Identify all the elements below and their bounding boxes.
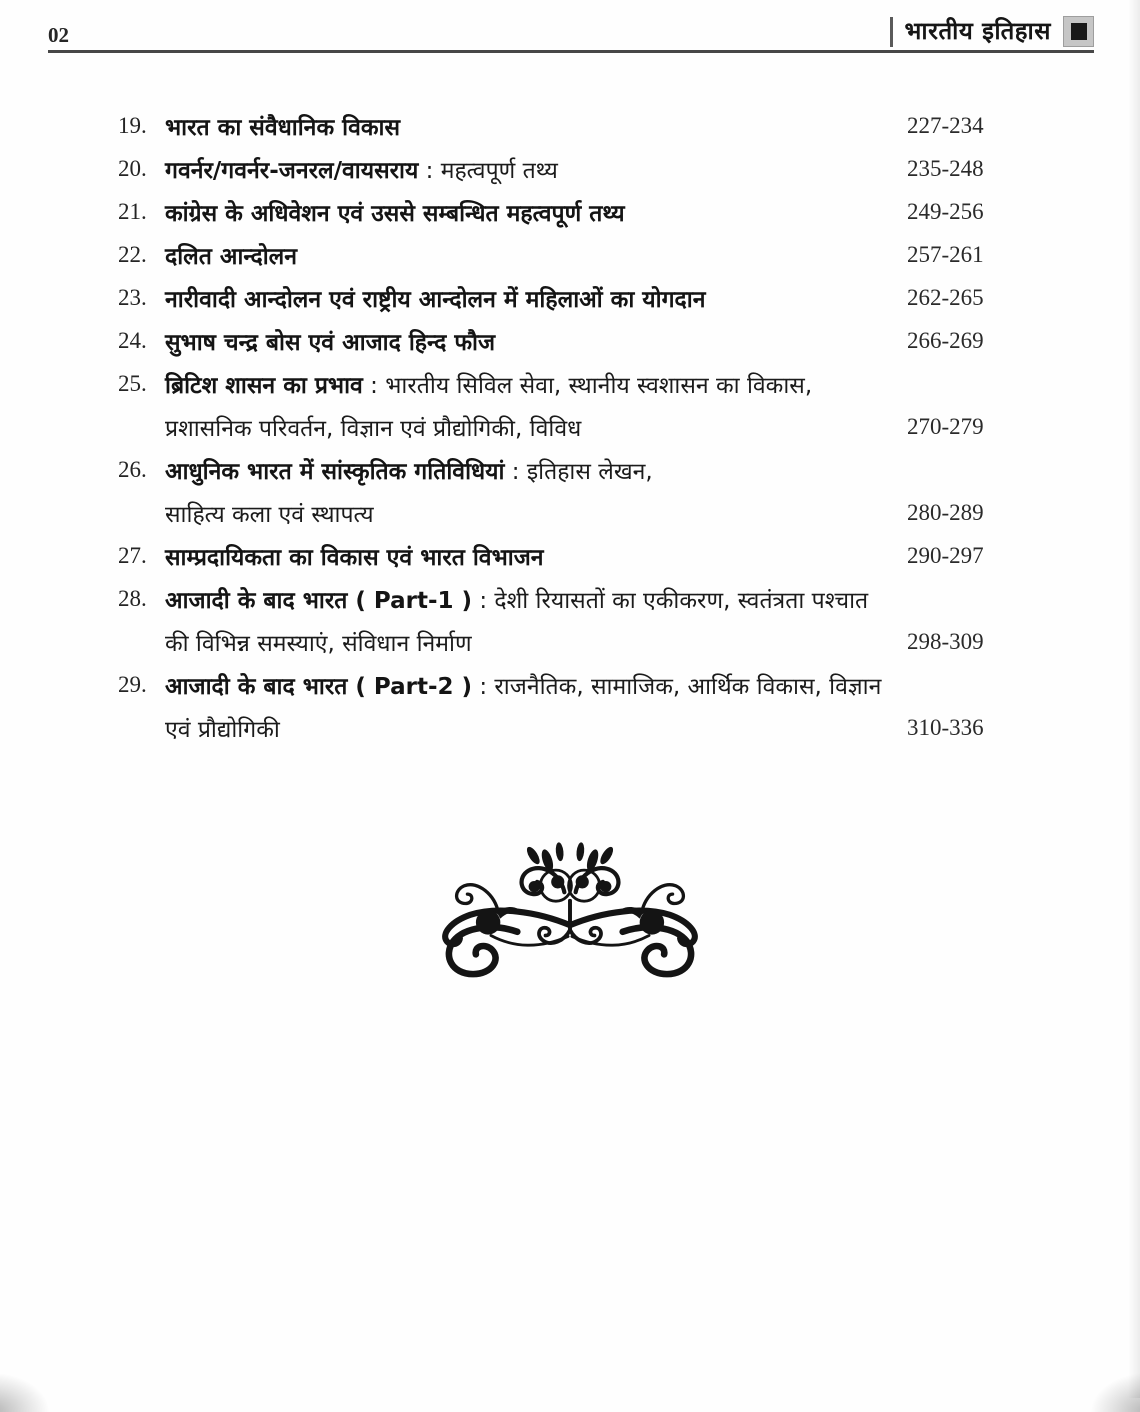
toc-entry-line1 xyxy=(118,534,995,577)
entry-title-continued: प्रशासनिक परिवर्तन, विज्ञान एवं प्रौद्योगिकी, विविध xyxy=(165,415,582,442)
toc-entry xyxy=(118,147,995,190)
entry-pages: 270-279 xyxy=(907,413,984,439)
toc-entry xyxy=(118,534,995,577)
scan-edge-shadow xyxy=(1128,0,1140,1398)
entry-pages: 249-256 xyxy=(907,198,984,224)
entry-title: आधुनिक भारत में सांस्कृतिक गतिविधियां : इतिहास लेखन, xyxy=(165,458,653,485)
header-title-group xyxy=(890,16,1094,50)
toc-entry xyxy=(118,319,995,362)
entry-number: 27. xyxy=(118,542,147,568)
toc-entry-line2 xyxy=(118,620,995,663)
entry-number: 22. xyxy=(118,241,147,267)
toc-entry-line1 xyxy=(118,577,995,620)
book-title: भारतीय इतिहास xyxy=(904,16,1051,45)
entry-pages: 257-261 xyxy=(907,241,984,267)
entry-number: 24. xyxy=(118,327,147,353)
toc-entry-line1 xyxy=(118,663,995,706)
entry-number: 29. xyxy=(118,671,147,697)
entry-number: 25. xyxy=(118,370,147,396)
entry-title: दलित आन्दोलन xyxy=(165,243,298,270)
toc-entry xyxy=(118,577,995,663)
toc-entry xyxy=(118,362,995,448)
toc-entry-line1 xyxy=(118,448,995,491)
entry-pages: 235-248 xyxy=(907,155,984,181)
scan-corner-shadow-right xyxy=(1090,1372,1140,1412)
page-header xyxy=(48,0,1094,53)
entry-title: आजादी के बाद भारत ( Part-2 ) : राजनैतिक, सामाजिक, आर्थिक विकास, विज्ञान xyxy=(165,673,882,700)
toc-entry-line1 xyxy=(118,276,995,319)
entry-number: 28. xyxy=(118,585,147,611)
toc-entry xyxy=(118,190,995,233)
toc-entry-line2 xyxy=(118,405,995,448)
entry-title: भारत का संवैधानिक विकास xyxy=(165,114,401,141)
entry-title-continued: की विभिन्न समस्याएं, संविधान निर्माण xyxy=(165,630,472,657)
toc-entry xyxy=(118,276,995,319)
toc-entry xyxy=(118,448,995,534)
black-square-icon xyxy=(1063,16,1094,47)
entry-pages: 290-297 xyxy=(907,542,984,568)
entry-title: नारीवादी आन्दोलन एवं राष्ट्रीय आन्दोलन में महिलाओं का योगदान xyxy=(165,286,706,313)
header-divider-bar xyxy=(890,17,893,47)
entry-pages: 227-234 xyxy=(907,112,984,138)
entry-title: गवर्नर/गवर्नर-जनरल/वायसराय : महत्वपूर्ण तथ्य xyxy=(165,157,558,184)
toc-entry-line1 xyxy=(118,319,995,362)
scan-corner-shadow-left xyxy=(0,1372,50,1412)
toc-entry-line1 xyxy=(118,104,995,147)
entry-title: आजादी के बाद भारत ( Part-1 ) : देशी रियासतों का एकीकरण, स्वतंत्रता पश्चात xyxy=(165,587,869,614)
entry-number: 23. xyxy=(118,284,147,310)
toc-entry-line1 xyxy=(118,233,995,276)
page-number: 02 xyxy=(48,23,69,47)
toc-entry xyxy=(118,104,995,147)
ornament-container xyxy=(0,832,1140,992)
entry-number: 20. xyxy=(118,155,147,181)
entry-pages: 310-336 xyxy=(907,714,984,740)
entry-title: ब्रिटिश शासन का प्रभाव : भारतीय सिविल सेवा, स्थानीय स्वशासन का विकास, xyxy=(165,372,813,399)
entry-pages: 298-309 xyxy=(907,628,984,654)
entry-title-continued: एवं प्रौद्योगिकी xyxy=(165,716,280,743)
toc-list xyxy=(118,104,995,749)
entry-pages: 262-265 xyxy=(907,284,984,310)
toc-entry xyxy=(118,663,995,749)
entry-number: 21. xyxy=(118,198,147,224)
toc-entry-line1 xyxy=(118,190,995,233)
toc-entry-line1 xyxy=(118,147,995,190)
entry-title: कांग्रेस के अधिवेशन एवं उससे सम्बन्धित महत्वपूर्ण तथ्य xyxy=(165,200,625,227)
entry-title-continued: साहित्य कला एवं स्थापत्य xyxy=(165,501,374,528)
toc-entry-line2 xyxy=(118,706,995,749)
flourish-divider-icon xyxy=(419,832,721,992)
toc-entry xyxy=(118,233,995,276)
toc-entry-line2 xyxy=(118,491,995,534)
toc-entry-line1 xyxy=(118,362,995,405)
entry-title: सुभाष चन्द्र बोस एवं आजाद हिन्द फौज xyxy=(165,329,496,356)
entry-pages: 280-289 xyxy=(907,499,984,525)
entry-number: 26. xyxy=(118,456,147,482)
entry-number: 19. xyxy=(118,112,147,138)
entry-title: साम्प्रदायिकता का विकास एवं भारत विभाजन xyxy=(165,544,544,571)
entry-pages: 266-269 xyxy=(907,327,984,353)
